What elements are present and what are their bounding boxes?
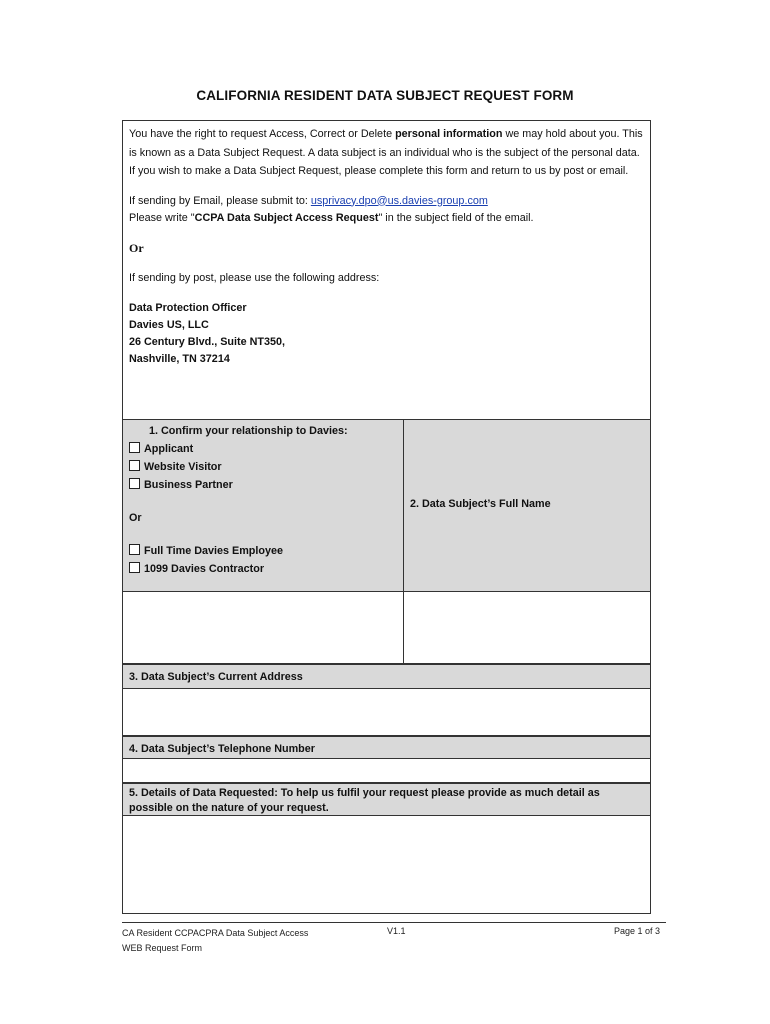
email-link[interactable]: usprivacy.dpo@us.davies-group.com: [310, 194, 488, 207]
postal-address: [129, 300, 644, 368]
intro-section: [122, 120, 651, 420]
footer-doc-name: [122, 926, 308, 956]
address-line: Data Protection Officer: [129, 301, 247, 314]
details-field[interactable]: [122, 816, 651, 914]
option-applicant[interactable]: Applicant: [129, 440, 397, 458]
address-line: 26 Century Blvd., Suite NT350,: [129, 335, 286, 348]
address-heading: 3. Data Subject’s Current Address: [122, 664, 651, 689]
intro-text-a: You have the right to request Access, Correct or Delete: [129, 128, 396, 140]
post-instructions: If sending by post, please use the following address:: [129, 272, 380, 284]
telephone-heading: 4. Data Subject’s Telephone Number: [122, 736, 651, 759]
checkbox[interactable]: [129, 544, 140, 555]
full-name-heading-cell: [404, 420, 650, 592]
details-heading: 5. Details of Data Requested: To help us fulfil your request please provide as much detail as possible on the nature of your request.: [122, 783, 651, 816]
relationship-cell: [123, 420, 404, 592]
or-separator: Or: [129, 240, 144, 255]
checkbox[interactable]: [129, 442, 140, 453]
email-prefix: If sending by Email, please submit to:: [129, 194, 311, 207]
intro-paragraph: [129, 125, 644, 181]
intro-text-b: we may hold about you. This is known as a Data Subject Request. A data subject is an individual who is the subject of the personal data. If you wish to make a Data Subject Request, please complete this form and return to us by post or email.: [129, 128, 643, 177]
form-title: CALIFORNIA RESIDENT DATA SUBJECT REQUEST FORM: [196, 88, 574, 103]
footer-page-number: Page 1 of 3: [613, 926, 660, 936]
telephone-field[interactable]: [122, 759, 651, 783]
footer-doc-line: WEB Request Form: [122, 943, 203, 953]
footer-version: V1.1: [387, 926, 406, 936]
address-line: Nashville, TN 37214: [129, 352, 230, 365]
relationship-answer-field[interactable]: [123, 592, 404, 663]
option-full-time-employee[interactable]: Full Time Davies Employee: [129, 542, 397, 560]
relationship-heading: 1. Confirm your relationship to Davies:: [149, 425, 348, 437]
footer-doc-line: CA Resident CCPACPRA Data Subject Access: [122, 928, 309, 938]
option-website-visitor[interactable]: Website Visitor: [129, 458, 397, 476]
relationship-or: Or: [129, 512, 142, 524]
full-name-field[interactable]: [404, 592, 650, 663]
checkbox[interactable]: [129, 460, 140, 471]
full-name-label: 2. Data Subject’s Full Name: [410, 498, 551, 510]
option-business-partner[interactable]: Business Partner: [129, 476, 397, 494]
relationship-name-table: [122, 419, 651, 664]
checkbox[interactable]: [129, 478, 140, 489]
intro-text-bold: personal information: [395, 128, 503, 140]
email-instructions: [129, 193, 644, 227]
address-field[interactable]: [122, 689, 651, 736]
subject-text-b: " in the subject field of the email.: [378, 211, 534, 224]
subject-text-bold: CCPA Data Subject Access Request: [194, 211, 379, 224]
address-line: Davies US, LLC: [129, 318, 209, 331]
subject-text-a: Please write ": [129, 211, 195, 224]
option-1099-contractor[interactable]: 1099 Davies Contractor: [129, 560, 397, 578]
page-footer: [122, 922, 666, 953]
checkbox[interactable]: [129, 562, 140, 573]
